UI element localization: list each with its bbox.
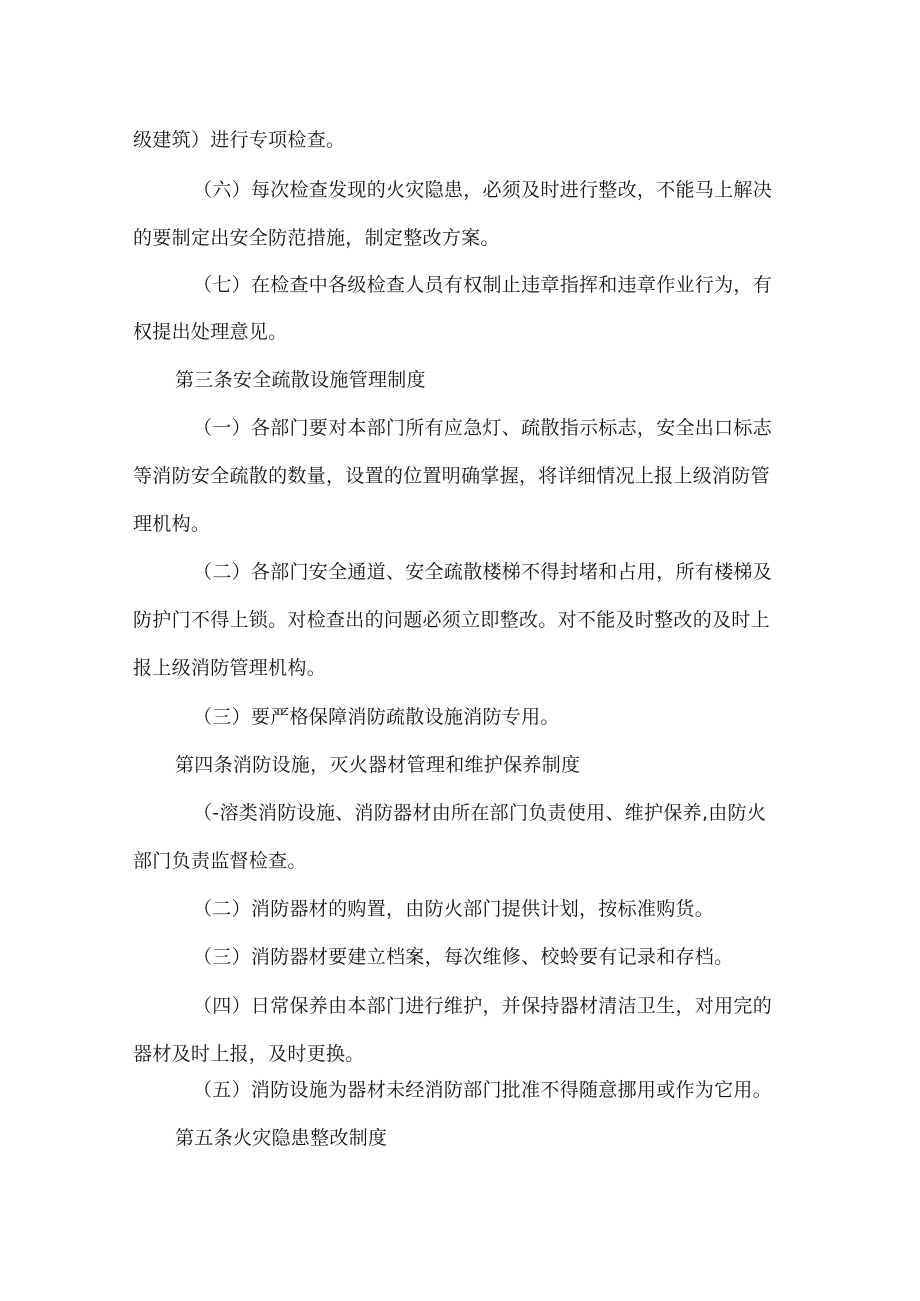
paragraph-line: （六）每次检查发现的火灾隐患，必须及时进行整改，不能马上解决 — [193, 179, 773, 201]
paragraph-line: （七）在检查中各级检查人员有权制止违章指挥和违章作业行为，有 — [193, 274, 773, 296]
text-line: 理机构。 — [133, 513, 211, 535]
text-line: 级建筑）进行专项检查。 — [133, 129, 346, 151]
text-line: 的要制定出安全防范措施，制定整改方案。 — [133, 227, 500, 249]
paragraph-line: （一）各部门要对本部门所有应急灯、疏散指示标志，安全出口标志 — [193, 417, 773, 439]
text-line: 等消防安全疏散的数量，设置的位置明确掌握，将详细情况上报上级消防管 — [133, 465, 770, 487]
paragraph-line: （三）消防器材要建立档案，每次维修、校蛉要有记录和存档。 — [193, 946, 734, 968]
paragraph-line: （二）消防器材的购置，由防火部门提供计划，按标准购货。 — [193, 898, 715, 920]
text-line: 权提出处理意见。 — [133, 321, 288, 343]
article-heading: 第三条安全疏散设施管理制度 — [175, 369, 426, 391]
article-heading: 第五条火灾隐患整改制度 — [175, 1127, 388, 1149]
paragraph-line: （二）各部门安全通道、安全疏散楼梯不得封堵和占用，所有楼梯及 — [193, 561, 773, 583]
paragraph-line: （五）消防设施为器材未经消防部门批准不得随意挪用或作为它用。 — [193, 1079, 773, 1101]
paragraph-line: （四）日常保养由本部门进行维护，并保持器材清洁卫生，对用完的 — [193, 995, 773, 1017]
paragraph-line: （三）要严格保障消防疏散设施消防专用。 — [193, 706, 560, 728]
text-line: 防护门不得上锁。对检查出的问题必须立即整改。对不能及时整改的及时上 — [133, 609, 770, 631]
article-heading: 第四条消防设施，灭火器材管理和维护保养制度 — [175, 754, 581, 776]
text-line: 器材及时上报，及时更换。 — [133, 1043, 365, 1065]
text-line: 部门负责监督检查。 — [133, 850, 307, 872]
text-line: 报上级消防管理机构。 — [133, 657, 327, 679]
paragraph-line: （-溶类消防设施、消防器材由所在部门负责使用、维护保养,由防火 — [193, 802, 767, 824]
